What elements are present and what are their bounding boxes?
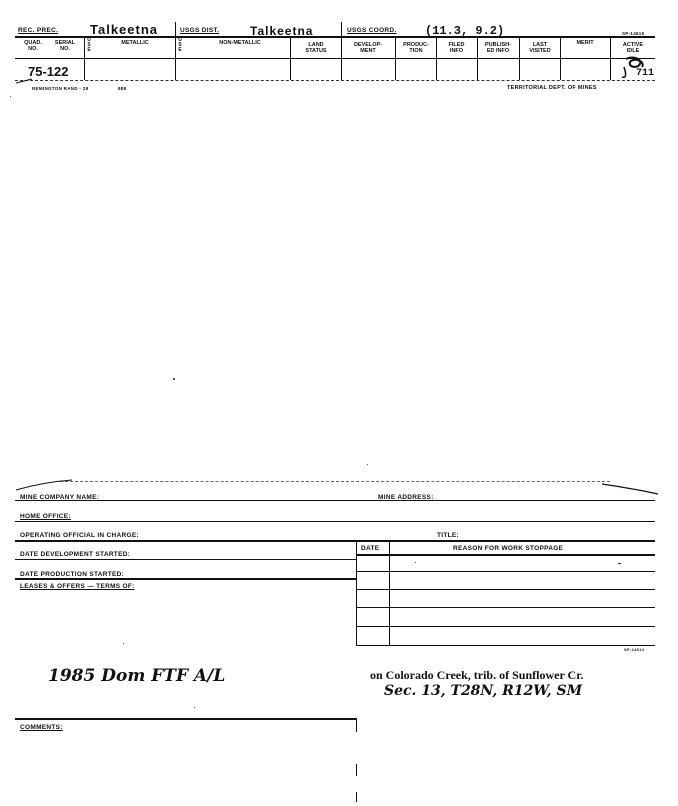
usgs-coord-label: USGS COORD.	[347, 27, 397, 34]
serial-label: SERIAL NO.	[54, 40, 76, 52]
table-header-rule	[356, 554, 655, 556]
comments-label: COMMENTS:	[20, 724, 63, 731]
land-status-label: LAND STATUS	[305, 42, 327, 54]
col-divider	[290, 36, 291, 80]
handwritten-location: Sec. 13, T28N, R12W, SM	[384, 683, 583, 699]
col-divider	[341, 22, 342, 80]
home-office-label: HOME OFFICE:	[20, 513, 71, 520]
usgs-dist-label: USGS DIST.	[180, 27, 220, 34]
development-label: DEVELOP- MENT	[353, 42, 383, 54]
merit-label: MERIT	[576, 40, 594, 46]
col-divider	[84, 36, 85, 80]
speck	[173, 378, 175, 380]
rec-prec-label: REC. PREC.	[18, 27, 59, 34]
production-label: PRODUC- TION	[403, 42, 429, 54]
mine-address-label: MINE ADDRESS:	[378, 494, 434, 501]
comments-divider	[356, 764, 357, 776]
metallic-label: METALLIC	[121, 40, 149, 46]
form-number: SP-14615	[622, 31, 645, 36]
right-curve-mark	[600, 482, 660, 496]
serial-value: 75-122	[28, 64, 69, 79]
left-curve-mark	[14, 478, 74, 492]
speck	[415, 562, 416, 563]
table-row-rule	[356, 607, 655, 608]
date-col-label: DATE	[361, 545, 380, 552]
comments-divider	[356, 792, 357, 802]
home-office-rule	[15, 521, 655, 522]
dev-started-label: DATE DEVELOPMENT STARTED:	[20, 551, 131, 558]
usgs-coord-value: (11.3, 9.2)	[425, 24, 505, 38]
table-bottom-rule	[356, 645, 655, 646]
header-mid-rule	[15, 58, 655, 59]
table-row-rule	[356, 626, 655, 627]
col-divider	[175, 22, 176, 80]
header-bottom-rule	[15, 80, 655, 81]
remington-label: REMINGTON RAND - 28	[32, 86, 89, 91]
official-rule	[15, 540, 655, 542]
quad-label: QUAD. NO.	[24, 40, 42, 52]
comments-divider	[356, 718, 357, 732]
mine-company-rule	[15, 500, 655, 501]
last-visited-label: LAST VISITED	[529, 42, 551, 54]
speck	[618, 563, 621, 564]
active-idle-label: ACTIVE IDLE	[622, 42, 644, 54]
table-row-rule	[356, 571, 655, 572]
leases-label: LEASES & OFFERS — TERMS OF:	[20, 583, 135, 590]
top-dashed-rule	[60, 481, 610, 482]
dev-started-rule	[15, 559, 356, 560]
form-number-2: SP-14614	[624, 647, 645, 652]
handwritten-note: 1985 Dom FTF A/L	[48, 666, 226, 686]
active-value: 711	[636, 68, 655, 79]
remington-code: 888	[118, 86, 127, 91]
prod-started-label: DATE PRODUCTION STARTED:	[20, 571, 125, 578]
header-top-rule	[15, 36, 655, 38]
published-label: PUBLISH- ED INFO	[485, 42, 511, 54]
filed-info-label: FILED INFO	[448, 42, 465, 54]
table-row-rule	[356, 589, 655, 590]
speck	[10, 96, 11, 97]
speck	[194, 707, 195, 708]
usgs-dist-value: Talkeetna	[250, 24, 314, 38]
speck	[123, 643, 124, 644]
table-left-border	[356, 541, 357, 646]
operating-official-label: OPERATING OFFICIAL IN CHARGE:	[20, 532, 139, 539]
typed-location: on Colorado Creek, trib. of Sunflower Cr.	[370, 668, 584, 682]
mine-company-label: MINE COMPANY NAME:	[20, 494, 100, 501]
comments-top-rule	[15, 718, 356, 720]
use-label-nonmetallic: U S E	[178, 37, 182, 53]
prod-started-rule	[15, 578, 356, 580]
speck	[367, 464, 368, 465]
dept-label: TERRITORIAL DEPT. OF MINES	[507, 85, 597, 91]
left-tab-mark	[14, 77, 34, 85]
table-date-divider	[389, 541, 390, 646]
rec-prec-value: Talkeetna	[90, 22, 159, 37]
reason-col-label: REASON FOR WORK STOPPAGE	[453, 545, 564, 552]
col-divider	[395, 36, 396, 80]
use-label-metallic: U S E	[87, 37, 91, 53]
col-divider	[610, 36, 611, 80]
nonmetallic-label: NON-METALLIC	[219, 40, 261, 46]
title-label: TITLE:	[437, 532, 460, 539]
